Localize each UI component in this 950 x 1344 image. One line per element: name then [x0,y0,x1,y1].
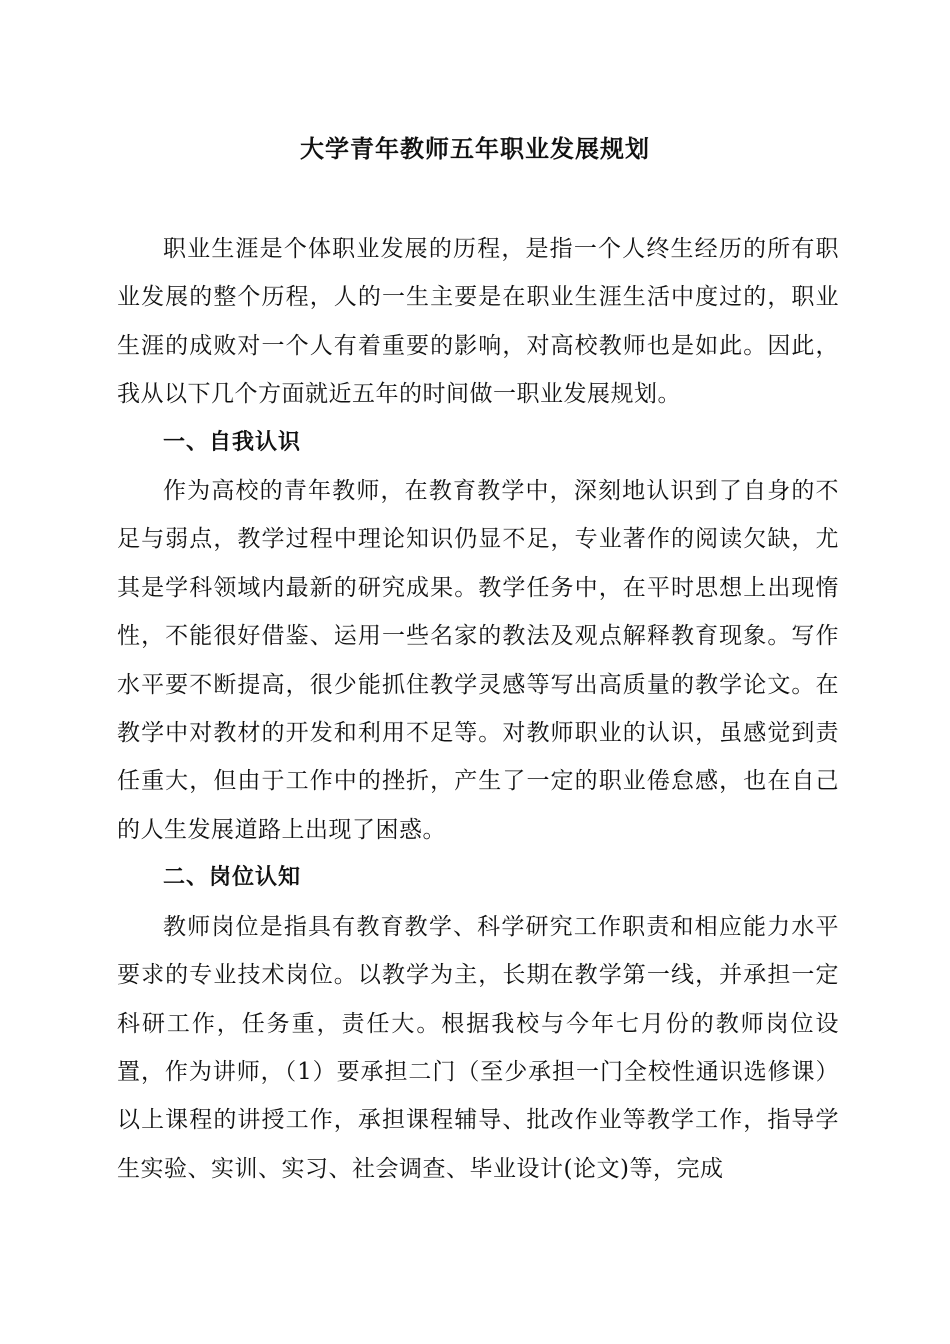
intro-paragraph: 职业生涯是个体职业发展的历程，是指一个人终生经历的所有职业发展的整个历程，人的一生主要是在职业生涯生活中度过的，职业生涯的成败对一个人有着重要的影响，对高校教师也是如此。因此，我从以下几个方面就近五年的时间做一职业发展规划。 [117,236,839,408]
section-heading-self-awareness: 一、自我认识 [163,429,302,455]
document-body [117,225,839,1193]
section-paragraph-self-awareness: 作为高校的青年教师，在教育教学中，深刻地认识到了自身的不足与弱点，教学过程中理论知识仍显不足，专业著作的阅读欠缺，尤其是学科领域内最新的研究成果。教学任务中，在平时思想上出现惰性，不能很好借鉴、运用一些名家的教法及观点解释教育现象。写作水平要不断提高，很少能抓住教学灵感等写出高质量的教学论文。在教学中对教材的开发和利用不足等。对教师职业的认识，虽感觉到责任重大，但由于工作中的挫折，产生了一定的职业倦怠感，也在自己的人生发展道路上出现了困惑。 [117,478,839,843]
section-paragraph-position-cognition: 教师岗位是指具有教育教学、科学研究工作职责和相应能力水平要求的专业技术岗位。以教学为主，长期在教学第一线，并承担一定科研工作，任务重，责任大。根据我校与今年七月份的教师岗位设置，作为讲师，（1）要承担二门（至少承担一门全校性通识选修课）以上课程的讲授工作，承担课程辅导、批改作业等教学工作，指导学生实验、实训、实习、社会调查、毕业设计(论文)等，完成 [117,913,839,1182]
section-heading-position-cognition: 二、岗位认知 [163,865,302,891]
document-title: 大学青年教师五年职业发展规划 [300,135,650,163]
